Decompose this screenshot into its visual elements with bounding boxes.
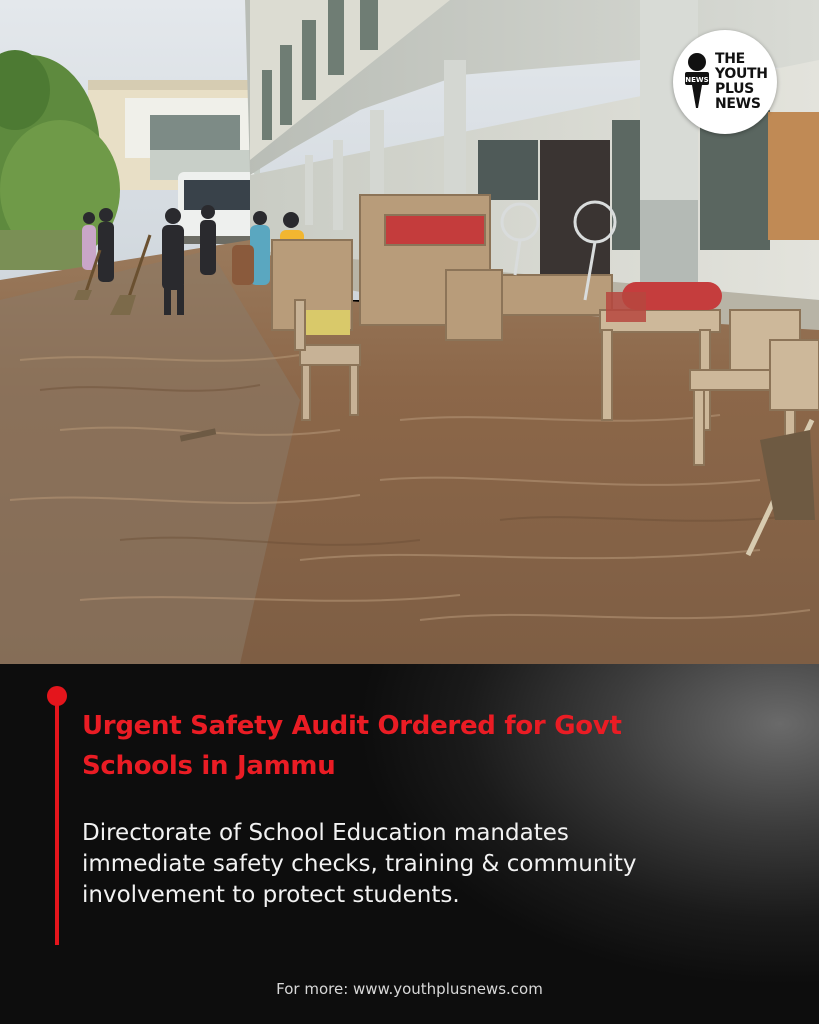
headline: [82, 706, 782, 786]
logo-wordmark: [715, 52, 775, 112]
logo-line-3: PLUS: [715, 81, 754, 97]
logo-line-1: THE: [715, 51, 745, 67]
accent-dot: [47, 686, 67, 706]
logo-line-2: YOUTH: [715, 66, 768, 82]
footer-link-text: For more: www.youthplusnews.com: [276, 980, 543, 998]
summary-line-1: Directorate of School Education mandates: [82, 820, 569, 846]
logo-line-4: NEWS: [715, 96, 761, 112]
headline-line-2: Schools in Jammu: [82, 751, 336, 781]
microphone-icon: [683, 52, 711, 112]
summary: [82, 818, 762, 911]
summary-line-2: immediate safety checks, training & community: [82, 851, 637, 877]
mic-tag-label: NEWS: [685, 76, 709, 84]
accent-line: [55, 697, 59, 945]
summary-line-3: involvement to protect students.: [82, 882, 460, 908]
youth-plus-news-logo: [673, 30, 777, 134]
headline-line-1: Urgent Safety Audit Ordered for Govt: [82, 711, 622, 741]
